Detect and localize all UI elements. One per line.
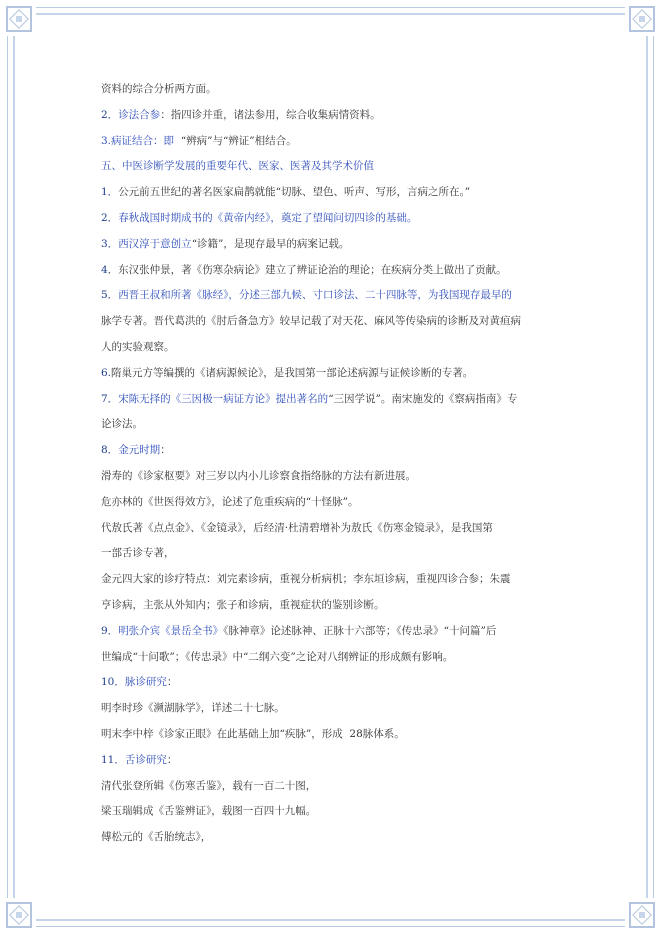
corner-ornament-bottom-right: [625, 898, 659, 932]
item-line: 1．公元前五世纪的著名医家扁鹊就能“切脉、望色、听声、写形，言病之所在。”: [101, 186, 471, 199]
text-line: 资料的综合分析两方面。: [101, 83, 217, 95]
item-line: 8．金元时期：: [101, 444, 171, 457]
item-line: 10．脉诊研究：: [101, 676, 178, 689]
item-line: 9．明张介宾《景岳全书》《脉神章》论述脉神、正脉十六部等；《传忠录》“十问篇”后: [101, 624, 497, 637]
text-line: 明末李中梓《诊家正眼》在此基础上加“疾脉”，形成 28脉体系。: [101, 727, 405, 740]
item-line: 2．诊法合参：指四诊并重，诸法参用，综合收集病情资料。: [101, 108, 381, 121]
corner-ornament-top-left: [2, 2, 36, 36]
item-line: 6.隋巢元方等编撰的《诸病源候论》，是我国第一部论述病源与证候诊断的专著。: [101, 366, 474, 379]
item-line: 3．西汉淳于意创立“诊籍”，是现存最早的病案记载。: [101, 237, 350, 250]
text-line: 脉学专著。晋代葛洪的《肘后备急方》较早记载了对天花、麻风等传染病的诊断及对黄疸病: [101, 315, 521, 328]
text-line: 人的实验观察。: [101, 340, 175, 353]
text-line: 清代张登所辑《伤寒舌鉴》，载有一百二十图，: [101, 779, 317, 792]
item-line: 2．春秋战国时期成书的《黄帝内经》，奠定了望闻问切四诊的基础。: [101, 211, 418, 224]
text-line: 亨诊病，主张从外知内；张子和诊病，重视症状的鉴别诊断。: [101, 598, 385, 611]
text-line: 危亦林的《世医得效方》，论述了危重疾病的“十怪脉”。: [101, 495, 359, 508]
text-line: 一部舌诊专著，: [101, 547, 175, 560]
text-line: 傅松元的《舌胎统志》，: [101, 831, 212, 844]
text-line: 滑寿的《诊家枢要》对三岁以内小儿诊察食指络脉的方法有新进展。: [101, 469, 416, 482]
item-line: 5．西晋王叔和所著《脉经》，分述三部九候、寸口诊法、二十四脉等，为我国现存最早的: [101, 289, 512, 302]
corner-ornament-top-right: [625, 2, 659, 36]
item-line: 7．宋陈无择的《三因极一病证方论》提出著名的“三因学说”。南宋施发的《察病指南》专: [101, 392, 518, 405]
section-heading: 五、中医诊断学发展的重要年代、医家、医著及其学术价值: [101, 160, 374, 173]
text-line: 代敖氏著《点点金》、《金镜录》，后经清·杜清碧增补为敖氏《伤寒金镜录》，是我国第: [101, 521, 493, 534]
item-line: 3.病证结合：即 “辨病”与“辨证”相结合。: [101, 134, 297, 147]
text-line: 明李时珍《濒湖脉学》，详述二十七脉。: [101, 702, 285, 715]
text-line: 论诊法。: [101, 418, 143, 431]
text-line: 世编成“十问歌”；《传忠录》中“二纲六变”之论对八纲辨证的形成颇有影响。: [101, 650, 454, 663]
text-line: 梁玉瑞辑成《舌鉴辨证》，载图一百四十九幅。: [101, 805, 317, 818]
document-body: [101, 77, 571, 851]
item-line: 11．舌诊研究：: [101, 753, 178, 766]
corner-ornament-bottom-left: [2, 898, 36, 932]
text-line: 金元四大家的诊疗特点：刘完素诊病，重视分析病机；李东垣诊病，重视四诊合参；朱震: [101, 573, 511, 586]
item-line: 4．东汉张仲景，著《伤寒杂病论》建立了辨证论治的理论；在疾病分类上做出了贡献。: [101, 263, 507, 276]
